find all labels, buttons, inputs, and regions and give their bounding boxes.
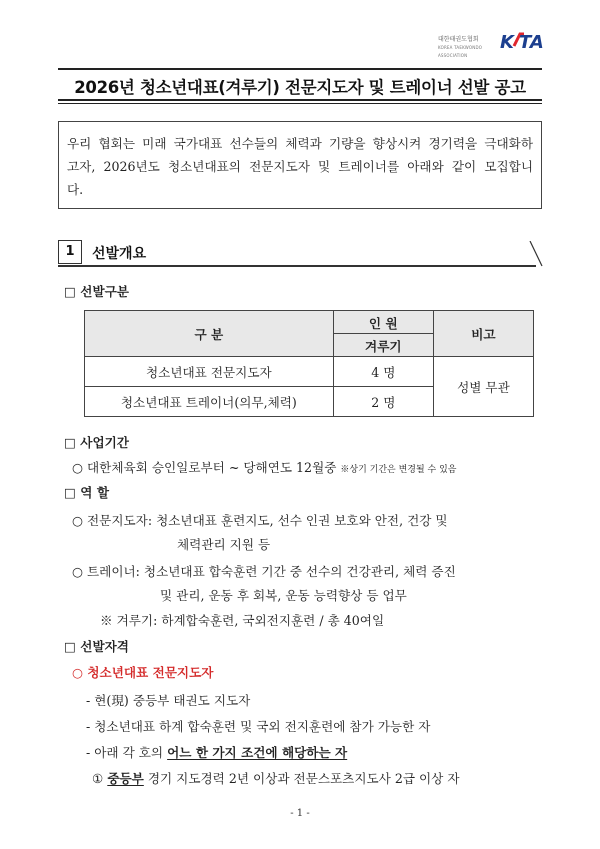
qualification-item: - 청소년대표 하계 합숙훈련 및 국외 전지훈련에 참가 가능한 자	[86, 719, 431, 734]
row-count: 4 명	[333, 357, 433, 387]
col-headcount-header: 인 원	[333, 311, 433, 334]
role-heading: □ 역 할	[64, 485, 109, 500]
role-coach-text2: 체력관리 지원 등	[177, 537, 271, 552]
qualification-item-emphasis: 어느 한 가지 조건에 해당하는 자	[167, 745, 348, 760]
selection-heading: □ 선발구분	[64, 284, 129, 299]
role-trainer-text1: 청소년대표 합숙훈련 기간 중 선수의 건강관리, 체력 증진	[143, 564, 456, 579]
section-slant-decoration	[528, 241, 544, 267]
qualification-clause-1	[92, 768, 460, 787]
role-trainer-label: ○ 트레이너:	[72, 564, 140, 579]
title-bottom-rule	[58, 99, 542, 101]
svg-text:K: K	[500, 32, 514, 52]
role-trainer-text2: 및 관리, 운동 후 회복, 운동 능력향상 등 업무	[160, 588, 407, 603]
title-top-rule	[58, 68, 542, 70]
logo-org-name-ko: 대한태권도협회	[438, 36, 479, 43]
qualification-item	[86, 742, 347, 761]
row-category: 청소년대표 트레이너(의무,체력)	[85, 387, 334, 417]
intro-box	[58, 121, 542, 209]
col-note-header: 비고	[433, 311, 533, 357]
table-header-row	[85, 311, 534, 334]
svg-text:TA: TA	[519, 32, 544, 52]
row-category: 청소년대표 전문지도자	[85, 357, 334, 387]
period-note: ※상기 기간은 변경될 수 있음	[340, 465, 457, 475]
section-underline	[58, 265, 536, 267]
qualification-item-prefix: - 아래 각 호의	[86, 745, 168, 760]
qualification-subheading: ○ 청소년대표 전문지도자	[72, 665, 214, 680]
intro-text: 우리 협회는 미래 국가대표 선수들의 체력과 기량을 향상시켜 경기력을 극대화하고자, 2026년도 청소년대표의 전문지도자 및 트레이너를 아래와 같이 모집합니다.	[67, 136, 533, 197]
col-category-header: 구 분	[85, 311, 334, 357]
role-trainer-line1	[72, 561, 456, 580]
kta-logo	[438, 30, 548, 56]
page-number: - 1 -	[290, 808, 310, 819]
role-coach-text1: 청소년대표 훈련지도, 선수 인권 보호와 안전, 건강 및	[156, 513, 448, 528]
qualification-heading: □ 선발자격	[64, 639, 129, 654]
page-title: 2026년 청소년대표(겨루기) 전문지도자 및 트레이너 선발 공고	[74, 78, 526, 97]
clause-emphasis: 중등부	[107, 771, 144, 786]
selection-table	[84, 310, 534, 417]
section-title: 선발개요	[92, 246, 147, 262]
role-coach-label: ○ 전문지도자:	[72, 513, 153, 528]
row-note: 성별 무관	[433, 357, 533, 417]
clause-rest: 경기 지도경력 2년 이상과 전문스포츠지도사 2급 이상 자	[143, 771, 460, 786]
col-sub-header: 겨루기	[333, 334, 433, 357]
title-bottom-rule-thin	[58, 103, 542, 104]
clause-number: ①	[92, 771, 104, 786]
row-count: 2 명	[333, 387, 433, 417]
table-row	[85, 357, 534, 387]
period-heading: □ 사업기간	[64, 435, 129, 450]
role-coach-line1	[72, 510, 448, 529]
kta-logo-mark-icon	[500, 30, 546, 52]
logo-org-name-en: KOREA TAEKWONDO ASSOCIATION	[438, 45, 483, 58]
period-line	[72, 457, 457, 476]
qualification-item: - 현(現) 중등부 태권도 지도자	[86, 693, 251, 708]
logo-org-name	[438, 36, 498, 60]
section-number: 1	[58, 240, 82, 264]
period-main: ○ 대한체육회 승인일로부터 ~ 당해연도 12월중	[72, 460, 337, 475]
role-note: ※ 겨루기: 하계합숙훈련, 국외전지훈련 / 총 40여일	[100, 613, 385, 628]
